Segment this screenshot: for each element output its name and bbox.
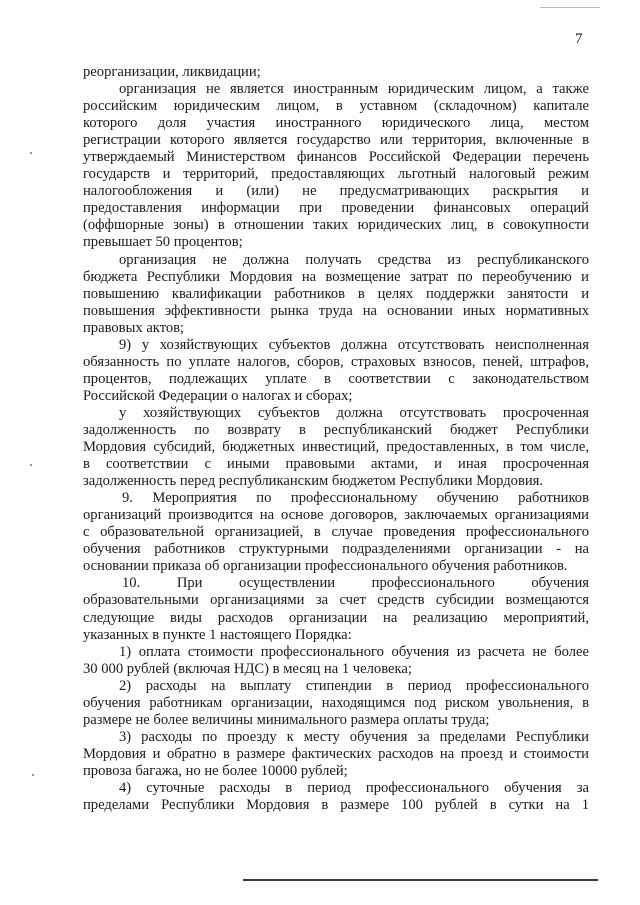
text-line: 1) оплата стоимости профессионального обучения из расчета не более [119,643,589,660]
text-line: превышает 50 процентов; [83,234,243,251]
text-line: задолженность перед республиканским бюджетом Республики Мордовия. [83,473,544,490]
text-line: размере не более величины минимального размера оплаты труда; [83,711,490,728]
text-line: обучения работников структурными подразделениями организации - на [83,541,589,558]
document-body [83,64,589,814]
text-line: организаций производится на основе договоров, заключаемых организациями [83,507,589,524]
text-line: основании приказа об организации профессионального обучения работников. [83,558,568,575]
text-line: пределами Республики Мордовия в размере 100 рублей в сутки на 1 [83,797,589,814]
text-line: регистрации которого является государство или территория, включенные в [83,132,589,149]
text-line: 3) расходы по проезду к месту обучения за пределами Республики [119,728,589,745]
scan-edge-line [243,879,598,881]
text-line: повышению квалификации работников в целях поддержки занятости и [83,285,589,302]
text-line: в соответствии с иными правовыми актами, и иная просроченная [83,456,589,473]
scan-speck [30,464,32,466]
text-line: повышения эффективности рынка труда на основании иных нормативных [83,302,589,319]
text-line: Мордовия и обратно в размере фактических расходов на проезд и стоимости [83,745,589,762]
text-line: реорганизации, ликвидации; [83,64,261,80]
page-number: 7 [575,31,583,47]
text-line: обучения работникам организации, находящимся под риском увольнения, в [83,694,589,711]
text-line: которого доля участия иностранного юридического лица, местом [83,115,589,132]
text-line: правовых актов; [83,319,185,336]
text-line: 9) у хозяйствующих субъектов должна отсутствовать неисполненная [119,336,589,353]
scan-mark [540,7,600,8]
text-line: предоставления информации при проведении финансовых операций [83,200,589,217]
text-line: задолженность по возврату в республиканский бюджет Республики [83,421,589,438]
text-line: с образовательной организацией, в случае проведения профессионального [83,524,589,541]
text-line: процентов, подлежащих уплате в соответствии с законодательством [83,370,589,387]
text-line: организация не является иностранным юридическим лицом, а также [119,81,589,98]
text-line: 9. Мероприятия по профессиональному обучению работников [122,490,589,507]
text-line: 2) расходы на выплату стипендии в период профессионального [119,677,589,694]
text-line: 4) суточные расходы в период профессионального обучения за [119,779,589,796]
text-line: (оффшорные зоны) в отношении таких юридических лиц, в совокупности [83,217,589,234]
scan-speck [32,774,34,776]
scan-speck [30,152,32,154]
text-line: провоза багажа, но не более 10000 рублей; [83,762,348,779]
text-line: российским юридическим лицом, в уставном (складочном) капитале [83,98,589,115]
text-line: у хозяйствующих субъектов должна отсутствовать просроченная [119,404,589,421]
text-line: следующие виды расходов организации на реализацию мероприятий, [83,609,589,626]
text-line: Российской Федерации о налогах и сборах; [83,387,353,404]
text-line: обязанность по уплате налогов, сборов, страховых взносов, пеней, штрафов, [83,353,589,370]
text-line: 30 000 рублей (включая НДС) в месяц на 1 человека; [83,660,412,677]
text-line: образовательными организациями за счет средств субсидии возмещаются [83,592,589,609]
text-line: 10. При осуществлении профессионального обучения [122,575,589,592]
text-line: государств и территорий, предоставляющих льготный налоговый режим [83,166,589,183]
text-line: налогообложения и (или) не предусматривающих раскрытия и [83,183,589,200]
text-line: бюджета Республики Мордовия на возмещение затрат по переобучению и [83,268,589,285]
text-line: организация не должна получать средства из республиканского [119,251,589,268]
text-line: Мордовия субсидий, бюджетных инвестиций, предоставленных, в том числе, [83,439,589,456]
text-line: утверждаемый Министерством финансов Российской Федерации перечень [83,149,589,166]
text-line: указанных в пункте 1 настоящего Порядка: [83,626,352,643]
